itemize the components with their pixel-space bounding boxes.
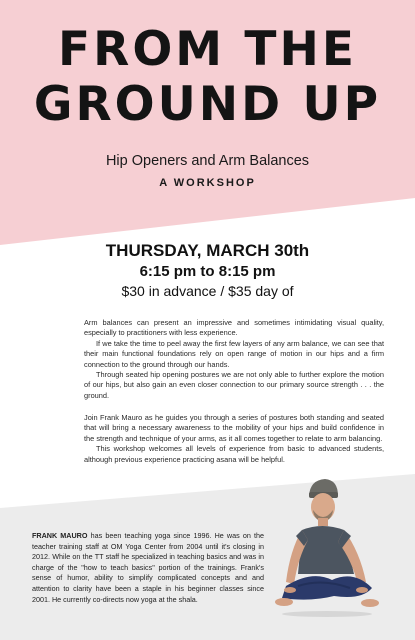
event-time: 6:15 pm to 8:15 pm bbox=[139, 263, 276, 280]
description-paragraph: Arm balances can present an impressive and sometimes intimidating visual quality, especially to practitioners with less experience. bbox=[84, 318, 384, 338]
poster-title bbox=[0, 22, 415, 132]
description-block-1 bbox=[84, 318, 384, 401]
instructor-photo bbox=[272, 474, 382, 624]
title-line-1: FROM THE bbox=[58, 22, 357, 77]
description-block-2 bbox=[84, 413, 384, 465]
event-price: $30 in advance / $35 day of bbox=[121, 283, 294, 299]
instructor-name: FRANK MAURO bbox=[32, 531, 88, 540]
description-paragraph: Through seated hip opening postures we are not only able to further explore the motion of our hips, but also gain an even closer connection to our primary source strength . . . the ground. bbox=[84, 370, 384, 400]
title-line-2: GROUND UP bbox=[33, 77, 382, 132]
instructor-bio-text: has been teaching yoga since 1996. He was on the teacher training staff at OM Yoga Center from 2004 until it's closing in 2012. While on the TT staff he specialized in teaching basics and was in charge of the "how to teach basics" portion of the trainings. Frank's sense of humor, ability to simplify complicated concepts and and attention to clarity have been a staple in his beginner classes since 2001. He currently co-directs now yoga at the shala. bbox=[32, 531, 264, 604]
description-paragraph: This workshop welcomes all levels of experience from basic to advanced students, although previous experience practicing asana will be helpful. bbox=[84, 444, 384, 464]
description-paragraph: Join Frank Mauro as he guides you through a series of postures both standing and seated that will bring a necessary awareness to the mobility of your hips and build confidence in the strength and technique of your arms, as it all comes together to relate to arm balancing. bbox=[84, 413, 384, 443]
event-date: THURSDAY, MARCH 30th bbox=[105, 241, 310, 260]
description-paragraph: If we take the time to peel away the first few layers of any arm balance, we can see that their main functional foundations rely on open range of motion in our hips and a firm connection to the ground through our hands. bbox=[84, 338, 384, 369]
poster-subtitle: Hip Openers and Arm Balances bbox=[105, 153, 310, 169]
workshop-label: A WORKSHOP bbox=[159, 177, 256, 189]
instructor-bio bbox=[32, 531, 264, 605]
